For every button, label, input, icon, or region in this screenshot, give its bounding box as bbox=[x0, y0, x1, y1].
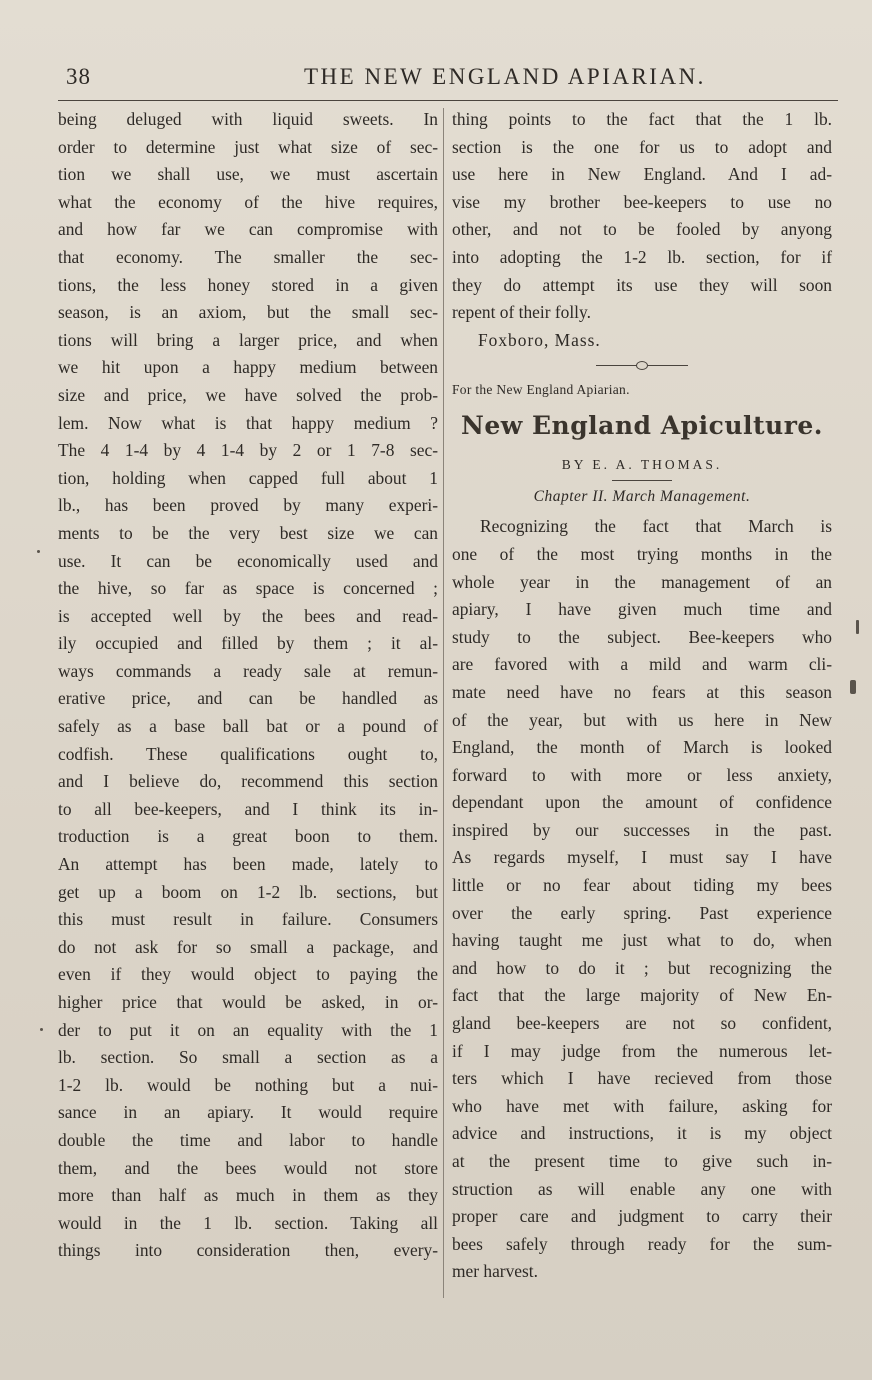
text-line: and how to do it ; but recognizing the bbox=[452, 957, 832, 978]
text-line: into adopting the 1-2 lb. section, for if bbox=[452, 246, 832, 267]
text-line: and I believe do, recommend this section bbox=[58, 771, 438, 792]
signature: Foxboro, Mass. bbox=[478, 329, 601, 350]
text-line: what the economy of the hive requires, bbox=[58, 191, 438, 212]
ornament-divider bbox=[596, 360, 688, 370]
byline: BY E. A. THOMAS. bbox=[561, 457, 723, 473]
byline-rule bbox=[612, 480, 672, 481]
article-body bbox=[452, 513, 832, 1286]
text-line: lb., has been proved by many experi- bbox=[58, 495, 438, 516]
text-line: we hit upon a happy medium between bbox=[58, 357, 438, 378]
text-line: tions will bring a larger price, and when bbox=[58, 329, 438, 350]
text-line: things into consideration then, every- bbox=[58, 1240, 438, 1261]
text-line: proper care and judgment to carry their bbox=[452, 1206, 832, 1227]
text-line: lb. section. So small a section as a bbox=[58, 1047, 438, 1068]
right-column bbox=[452, 106, 832, 1286]
text-line: of the year, but with us here in New bbox=[452, 709, 832, 730]
text-line: tions, the less honey stored in a given bbox=[58, 274, 438, 295]
text-line: double the time and labor to handle bbox=[58, 1129, 438, 1150]
text-line: get up a boom on 1-2 lb. sections, but bbox=[58, 881, 438, 902]
header-rule bbox=[58, 100, 838, 101]
text-line: advice and instructions, it is my object bbox=[452, 1123, 832, 1144]
text-line: lem. Now what is that happy medium ? bbox=[58, 412, 438, 433]
text-line: this must result in failure. Consumers bbox=[58, 909, 438, 930]
text-line: tion we shall use, we must ascertain bbox=[58, 164, 438, 185]
continuation-text bbox=[452, 106, 832, 327]
text-line: An attempt has been made, lately to bbox=[58, 854, 438, 875]
text-line: der to put it on an equality with the 1 bbox=[58, 1019, 438, 1040]
text-line: codfish. These qualifications ought to, bbox=[58, 743, 438, 764]
text-line: struction as will enable any one with bbox=[452, 1178, 832, 1199]
text-line: at the present time to give such in- bbox=[452, 1151, 832, 1171]
text-line: dependant upon the amount of confidence bbox=[452, 792, 832, 813]
text-line: 1-2 lb. would be nothing but a nui- bbox=[58, 1074, 438, 1095]
text-line: being deluged with liquid sweets. In bbox=[58, 109, 438, 129]
text-line: The 4 1-4 by 4 1-4 by 2 or 1 7-8 sec- bbox=[58, 440, 438, 461]
page-header bbox=[58, 64, 840, 94]
text-line: tion, holding when capped full about 1 bbox=[58, 467, 438, 488]
text-line: do not ask for so small a package, and bbox=[58, 936, 438, 957]
text-line: forward to with more or less anxiety, bbox=[452, 764, 832, 785]
text-line: section is the one for us to adopt and bbox=[452, 136, 832, 157]
text-line: are favored with a mild and warm cli- bbox=[452, 654, 832, 675]
text-line: more than half as much in them as they bbox=[58, 1185, 438, 1206]
text-line: and how far we can compromise with bbox=[58, 219, 438, 240]
margin-speck bbox=[37, 550, 40, 553]
text-line: them, and the bees would not store bbox=[58, 1157, 438, 1178]
text-line: the hive, so far as space is concerned ; bbox=[58, 578, 438, 599]
page-number: 38 bbox=[66, 64, 91, 89]
text-line: use. It can be economically used and bbox=[58, 550, 438, 571]
text-line: Recognizing the fact that March is bbox=[480, 516, 832, 537]
text-line: they do attempt its use they will soon bbox=[452, 274, 832, 295]
chapter-heading: Chapter II. March Management. bbox=[533, 488, 751, 506]
text-line: one of the most trying months in the bbox=[452, 543, 832, 564]
text-line: is accepted well by the bees and read- bbox=[58, 605, 438, 626]
margin-speck bbox=[856, 620, 859, 634]
text-line: study to the subject. Bee-keepers who bbox=[452, 626, 832, 647]
text-line: ments to be the very best size we can bbox=[58, 522, 438, 543]
margin-speck bbox=[40, 1028, 43, 1031]
text-line: erative price, and can be handled as bbox=[58, 688, 438, 709]
text-line: if I may judge from the numerous let- bbox=[452, 1040, 832, 1061]
margin-speck bbox=[850, 680, 856, 694]
text-line: season, is an axiom, but the small sec- bbox=[58, 302, 438, 323]
text-line: apiary, I have given much time and bbox=[452, 599, 832, 620]
text-line: whole year in the management of an bbox=[452, 571, 832, 592]
text-line: safely as a base ball bat or a pound of bbox=[58, 716, 438, 737]
text-line: that economy. The smaller the sec- bbox=[58, 246, 438, 267]
text-line: gland bee-keepers are not so confident, bbox=[452, 1013, 832, 1034]
text-line: inspired by our successes in the past. bbox=[452, 819, 832, 840]
text-line: vise my brother bee-keepers to use no bbox=[452, 191, 832, 212]
text-line: As regards myself, I must say I have bbox=[452, 847, 832, 868]
text-line: repent of their folly. bbox=[452, 302, 591, 323]
text-line: thing points to the fact that the 1 lb. bbox=[452, 109, 832, 129]
text-line: fact that the large majority of New En- bbox=[452, 985, 832, 1006]
text-line: England, the month of March is looked bbox=[452, 737, 832, 758]
text-line: mer harvest. bbox=[452, 1261, 538, 1282]
text-line: over the early spring. Past experience bbox=[452, 902, 832, 923]
text-line: would in the 1 lb. section. Taking all bbox=[58, 1212, 438, 1233]
text-line: order to determine just what size of sec- bbox=[58, 136, 438, 157]
text-line: to all bee-keepers, and I think its in- bbox=[58, 798, 438, 819]
text-line: who have met with failure, asking for bbox=[452, 1095, 832, 1116]
text-line: ters which I have recieved from those bbox=[452, 1068, 832, 1089]
column-divider bbox=[443, 108, 444, 1298]
text-line: even if they would object to paying the bbox=[58, 964, 438, 985]
text-line: ily occupied and filled by them ; it al- bbox=[58, 633, 438, 654]
text-line: mate need have no fears at this season bbox=[452, 681, 832, 702]
left-column bbox=[58, 106, 438, 1265]
running-title: THE NEW ENGLAND APIARIAN. bbox=[304, 64, 706, 89]
text-line: higher price that would be asked, in or- bbox=[58, 992, 438, 1012]
text-line: little or no fear about tiding my bees bbox=[452, 875, 832, 896]
text-line: sance in an apiary. It would require bbox=[58, 1102, 438, 1123]
text-line: having taught me just what to do, when bbox=[452, 930, 832, 951]
text-line: bees safely through ready for the sum- bbox=[452, 1233, 832, 1254]
article-title: New England Apiculture. bbox=[460, 411, 824, 441]
text-line: other, and not to be fooled by anyong bbox=[452, 219, 832, 240]
text-line: ways commands a ready sale at remun- bbox=[58, 660, 438, 681]
for-line: For the New England Apiarian. bbox=[452, 382, 630, 398]
text-line: troduction is a great boon to them. bbox=[58, 826, 438, 847]
text-line: use here in New England. And I ad- bbox=[452, 164, 832, 185]
text-line: size and price, we have solved the prob- bbox=[58, 384, 438, 405]
